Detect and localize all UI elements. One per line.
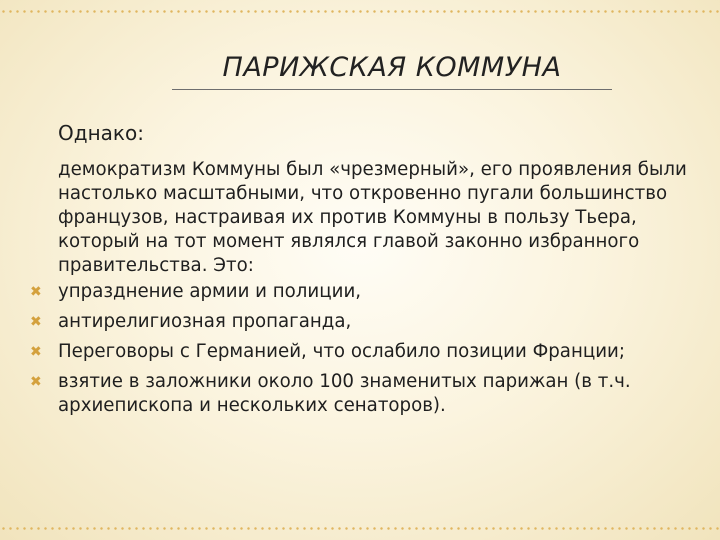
bullet-list — [30, 280, 700, 424]
slide-title: ПАРИЖСКАЯ КОММУНА — [222, 52, 562, 83]
intro-text: Однако: — [58, 121, 144, 145]
title-underline — [172, 89, 612, 90]
list-item-text: антирелигиозная пропаганда, — [58, 311, 352, 332]
list-item — [30, 310, 700, 334]
list-item-text: Переговоры с Германией, что ослабило позиции Франции; — [58, 341, 625, 362]
top-dotted-border — [0, 10, 720, 13]
list-item — [30, 280, 700, 304]
x-mark-icon: ✖ — [30, 314, 42, 330]
list-item — [30, 370, 700, 418]
bottom-dotted-border — [0, 527, 720, 530]
x-mark-icon: ✖ — [30, 284, 42, 300]
body-paragraph: демократизм Коммуны был «чрезмерный», его проявления были настолько масштабными, что откровенно пугали большинство французов, настраивая их против Коммуны в пользу Тьера, который на тот момент являлся главой законно избранного правительства. Это: — [58, 159, 687, 276]
list-item-text: взятие в заложники около 100 знаменитых парижан (в т.ч. архиепископа и нескольких сенаторов). — [58, 371, 631, 416]
x-mark-icon: ✖ — [30, 344, 42, 360]
x-mark-icon: ✖ — [30, 374, 42, 390]
list-item — [30, 340, 700, 364]
list-item-text: упразднение армии и полиции, — [58, 281, 362, 302]
